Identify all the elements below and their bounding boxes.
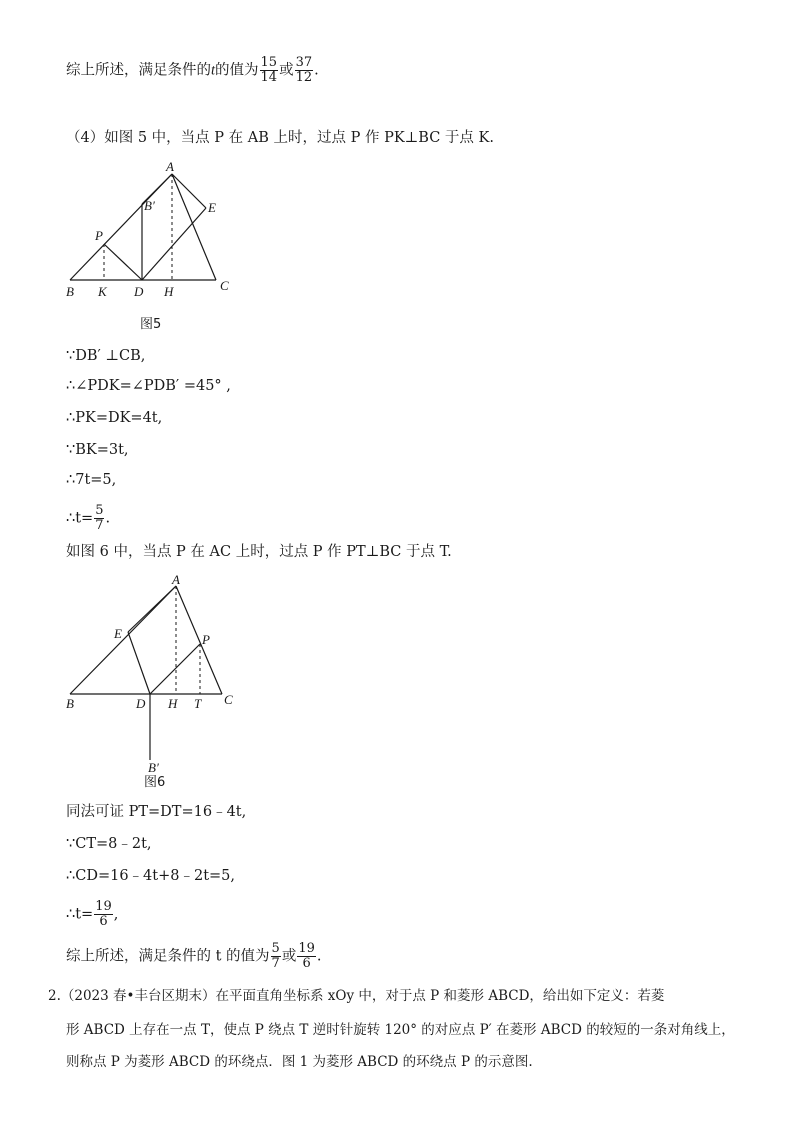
- fraction-5-7: [271, 942, 281, 971]
- step-5-5: ∴7t=5,: [66, 472, 117, 488]
- label-Bp: B′: [144, 198, 155, 213]
- figure-5: [60, 158, 280, 338]
- frac-num: 15: [260, 55, 278, 70]
- line-DP: [150, 644, 200, 694]
- label-D: D: [136, 696, 146, 711]
- t-lhs: ∴t=: [66, 906, 94, 923]
- summary-line-1: [66, 56, 319, 85]
- figure-5-caption: 图5: [140, 317, 162, 332]
- case-6-heading: 如图 6 中，当点 P 在 AC 上时，过点 P 作 PT⊥BC 于点 T.: [66, 544, 452, 560]
- frac-num: 19: [298, 941, 315, 956]
- period: .: [316, 948, 322, 965]
- comma: ,: [113, 906, 119, 923]
- label-P: P: [202, 632, 210, 647]
- var-t: t: [211, 62, 216, 79]
- label-B: B: [66, 284, 74, 299]
- fraction-37-12: [295, 56, 314, 85]
- fraction-5-7: [94, 504, 104, 533]
- frac-den: 6: [99, 914, 108, 929]
- problem-2-line-3: 则称点 P 为菱形 ABCD 的环绕点．图 1 为菱形 ABCD 的环绕点 P 的示意图.: [66, 1054, 533, 1070]
- frac-den: 14: [260, 70, 278, 85]
- period: .: [314, 62, 319, 79]
- line-AC: [172, 174, 216, 280]
- line-AC: [176, 586, 222, 694]
- frac-num: 5: [95, 503, 104, 518]
- label-C: C: [220, 278, 229, 293]
- line-PD: [104, 244, 142, 280]
- step-5-3: ∴PK=DK=4t,: [66, 410, 163, 426]
- label-P: P: [95, 228, 103, 243]
- step-6-3: ∴CD=16﹣4t+8﹣2t=5,: [66, 868, 236, 884]
- step-6-2: ∵CT=8﹣2t,: [66, 836, 152, 852]
- or-text: 或: [279, 62, 294, 79]
- frac-num: 37: [295, 55, 313, 70]
- period: .: [105, 510, 111, 527]
- frac-den: 6: [302, 956, 311, 971]
- case-4-heading: （4）如图 5 中，当点 P 在 AB 上时，过点 P 作 PK⊥BC 于点 K.: [66, 130, 494, 146]
- problem-2-line-2: 形 ABCD 上存在一点 T，使点 P 绕点 T 逆时针旋转 120° 的对应点 P′ 在菱形 ABCD 的较短的一条对角线上，: [66, 1022, 735, 1038]
- line-ED: [128, 632, 150, 694]
- step-5-2: ∴∠PDK=∠PDB′ =45° ,: [66, 378, 231, 394]
- label-A: A: [172, 572, 180, 587]
- label-H: H: [168, 696, 178, 711]
- frac-den: 12: [295, 70, 313, 85]
- step-5-4: ∵BK=3t,: [66, 442, 129, 458]
- figure-6: [60, 572, 260, 792]
- step-5-t: [66, 504, 110, 533]
- t-lhs: ∴t=: [66, 510, 94, 527]
- frac-num: 19: [95, 899, 112, 914]
- label-T: T: [194, 696, 202, 711]
- label-K: K: [98, 284, 107, 299]
- label-D: D: [134, 284, 144, 299]
- figure-6-caption: 图6: [144, 775, 166, 790]
- line-AE: [172, 174, 206, 208]
- frac-num: 5: [271, 941, 280, 956]
- label-E: E: [114, 626, 122, 641]
- label-E: E: [208, 200, 216, 215]
- step-6-1: 同法可证 PT=DT=16﹣4t,: [66, 804, 247, 820]
- label-H: H: [164, 284, 174, 299]
- line-AE: [128, 586, 176, 632]
- step-5-1: ∵DB′ ⊥CB,: [66, 348, 146, 364]
- problem-2-line-1: 2.（2023 春•丰台区期末）在平面直角坐标系 xOy 中，对于点 P 和菱形 ABCD，给出如下定义：若菱: [48, 988, 665, 1004]
- summary-mid: 的值为: [215, 62, 259, 79]
- fraction-15-14: [260, 56, 279, 85]
- line-BA: [70, 586, 176, 694]
- summary-line-2: [66, 942, 321, 971]
- frac-den: 7: [271, 956, 280, 971]
- fraction-19-6: [94, 900, 113, 929]
- frac-den: 7: [95, 518, 104, 533]
- or-text: 或: [281, 948, 297, 965]
- label-B: B: [66, 696, 74, 711]
- fraction-19-6: [297, 942, 316, 971]
- label-C: C: [224, 692, 233, 707]
- summary-text: 综上所述，满足条件的 t 的值为: [66, 948, 270, 965]
- summary-text: 综上所述，满足条件的: [66, 62, 211, 79]
- label-A: A: [166, 159, 174, 174]
- line-DE: [142, 208, 206, 280]
- label-Bp: B′: [148, 760, 159, 775]
- step-6-t: [66, 900, 118, 929]
